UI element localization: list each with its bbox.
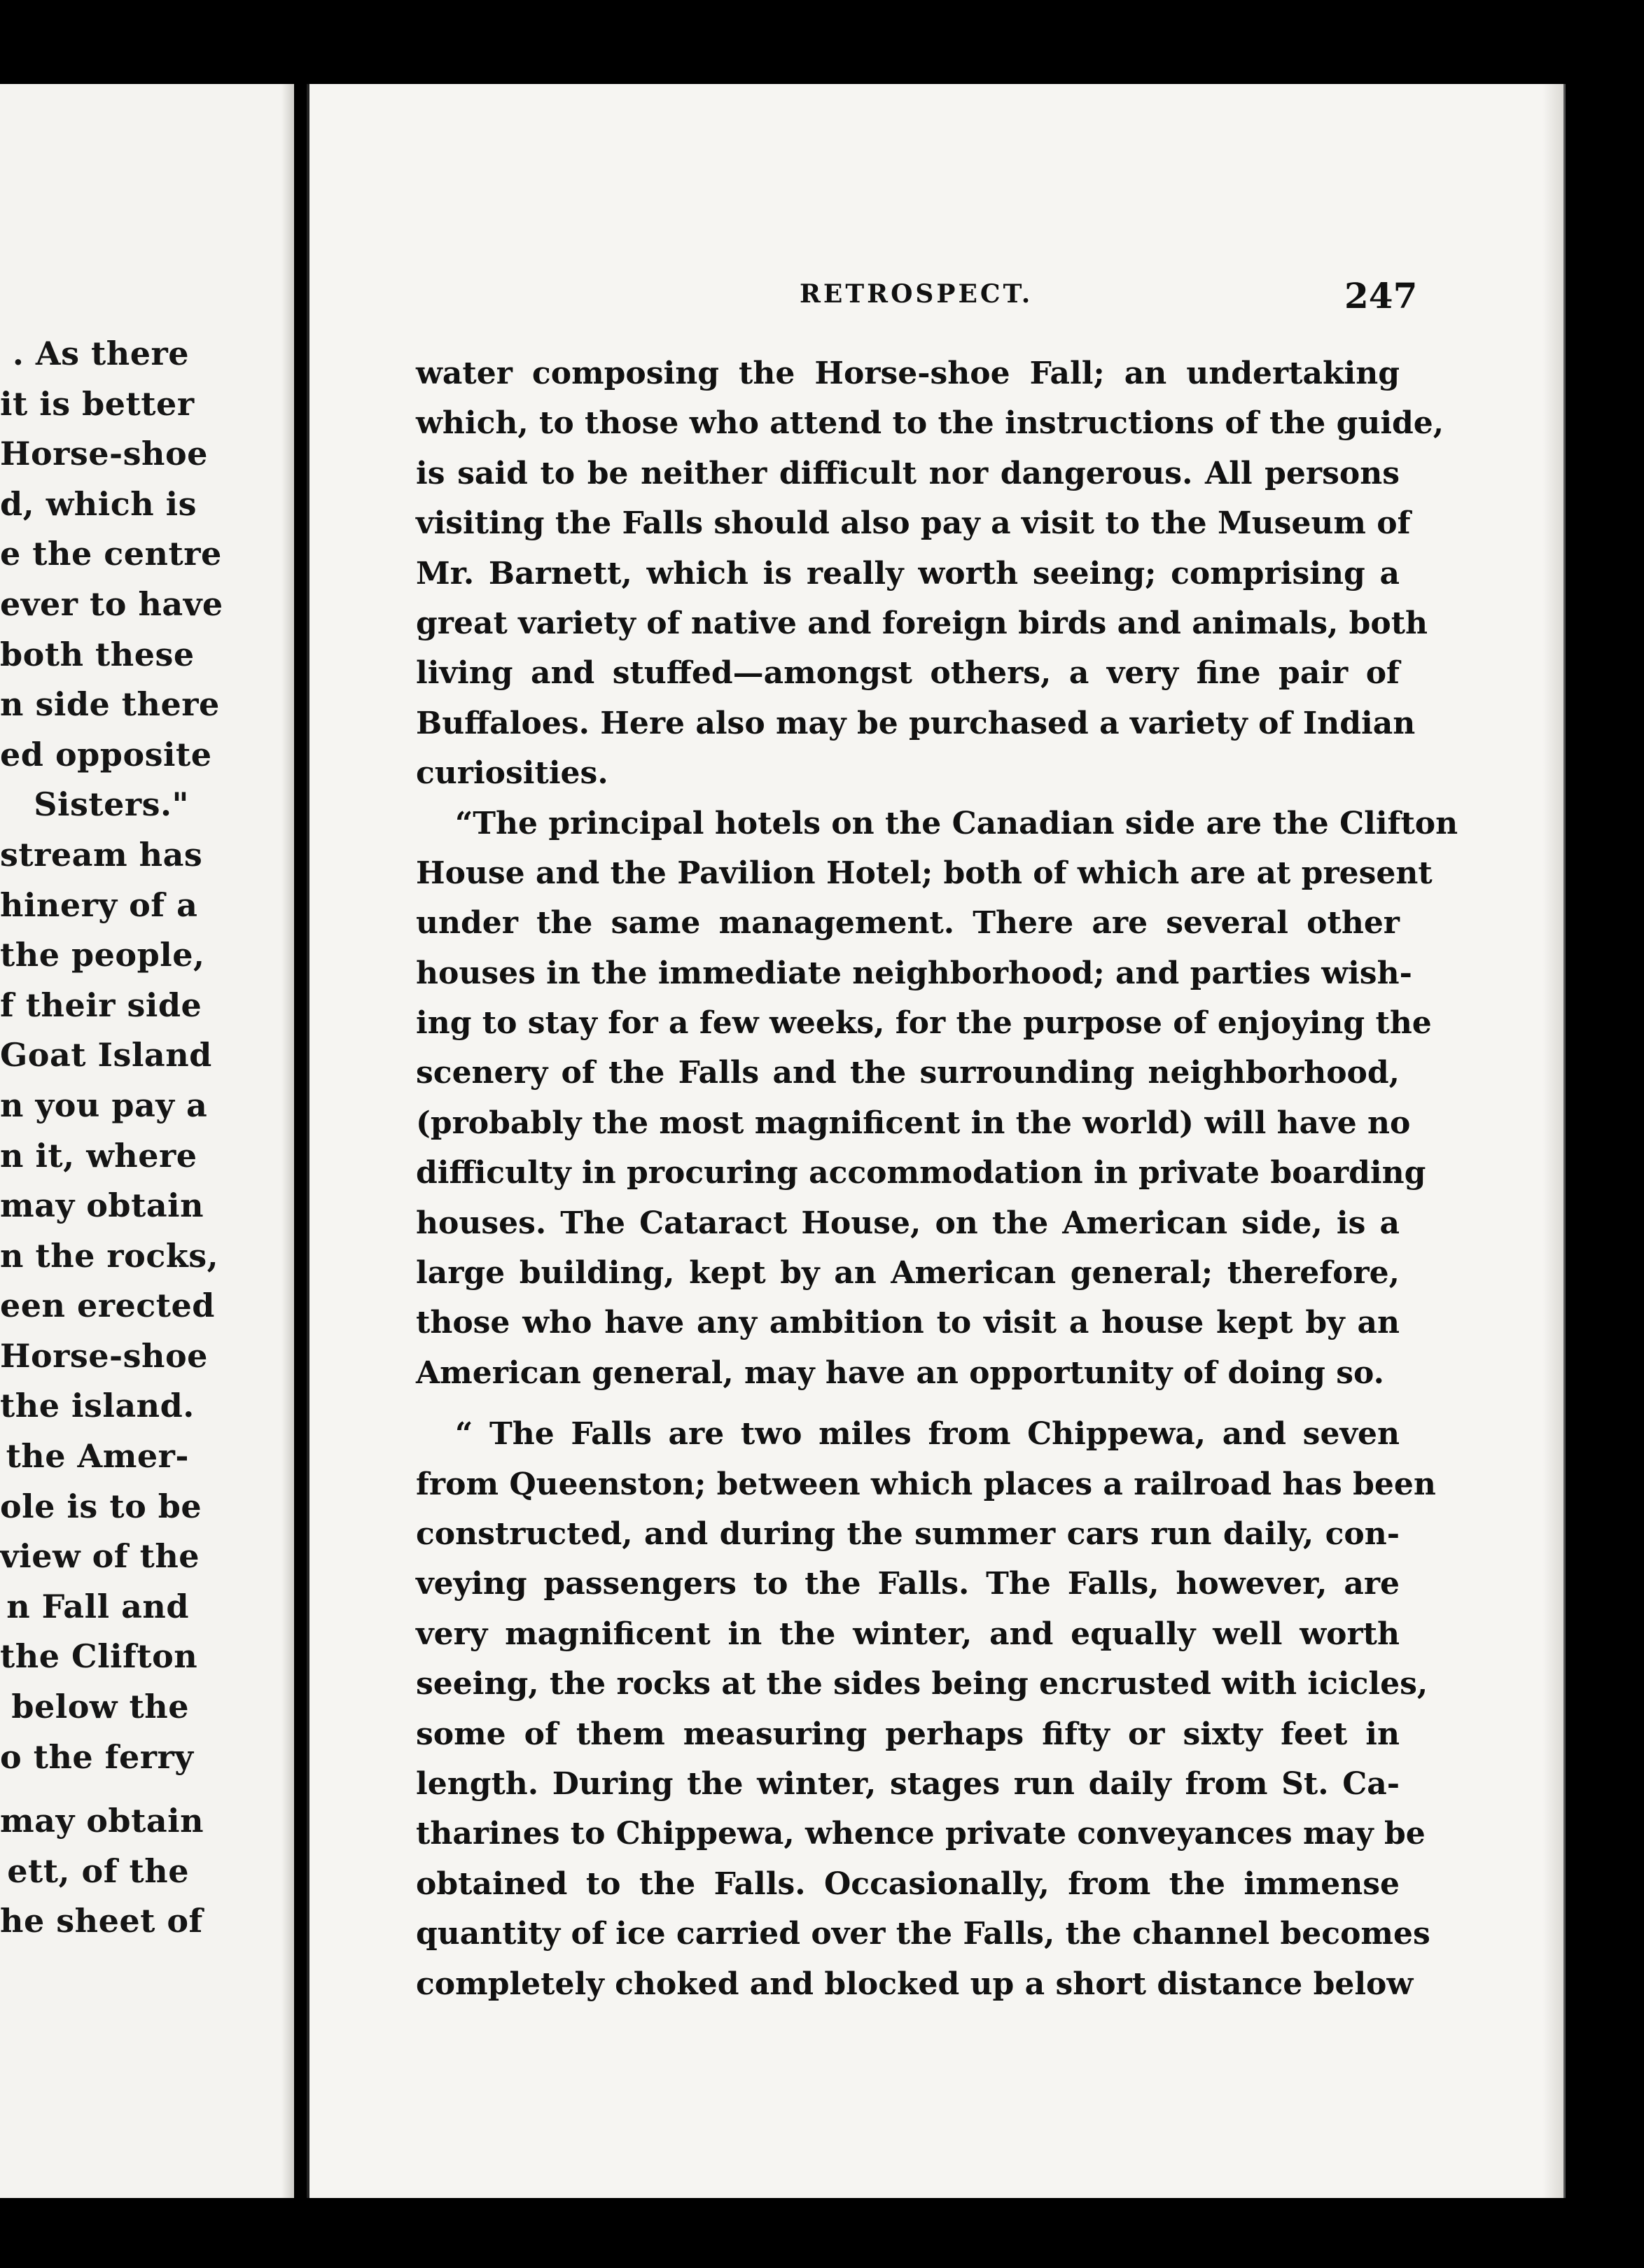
text-line: difficulty in procuring accommodation in private boarding (416, 1155, 1426, 1191)
running-head-title: RETROSPECT. (800, 279, 1033, 309)
left-line: ever to have (0, 584, 223, 623)
text-line: houses. The Cataract House, on the American side, is a (416, 1205, 1400, 1241)
left-blank-gap (0, 1782, 189, 1796)
text-line: obtained to the Falls. Occasionally, from the immense (416, 1865, 1400, 1902)
left-line: e the centre (0, 535, 222, 573)
left-page-fragment (0, 84, 294, 2198)
left-line: ed opposite (0, 735, 212, 774)
left-line: n side there (0, 685, 220, 724)
text-line: great variety of native and foreign birds and animals, both (416, 605, 1428, 641)
left-line: stream has (0, 835, 203, 874)
text-line: Buffaloes. Here also may be purchased a variety of Indian (416, 705, 1416, 741)
left-line: both these (0, 635, 195, 673)
left-line: Goat Island (0, 1036, 212, 1074)
left-line: een erected (0, 1287, 215, 1325)
left-line: n Fall and (6, 1587, 189, 1625)
text-line: some of them measuring perhaps fifty or sixty feet in (416, 1716, 1400, 1752)
left-line: Horse-shoe (0, 1336, 208, 1375)
text-line: houses in the immediate neighborhood; and parties wish- (416, 955, 1412, 991)
left-line: may obtain (0, 1186, 204, 1225)
text-line: from Queenston; between which places a railroad has been (416, 1466, 1436, 1502)
left-line: the people, (0, 936, 205, 974)
text-line: curiosities. (416, 755, 608, 792)
left-line: hinery of a (0, 886, 198, 924)
text-line: constructed, and during the summer cars run daily, con- (416, 1516, 1400, 1552)
page-edge-shadow (1542, 84, 1563, 2198)
left-line: view of the (0, 1537, 200, 1576)
left-line: d, which is (0, 484, 197, 523)
text-line: is said to be neither difficult nor dangerous. All persons (416, 455, 1400, 491)
left-line: n you pay a (0, 1086, 208, 1124)
left-line: he sheet of (0, 1902, 203, 1940)
left-line: the Amer- (6, 1437, 189, 1476)
left-line: n it, where (0, 1136, 197, 1175)
left-line: o the ferry (0, 1737, 194, 1776)
text-line: “ The Falls are two miles from Chippewa, and seven (455, 1416, 1400, 1452)
page-number: 247 (1344, 275, 1418, 316)
text-line: visiting the Falls should also pay a visit to the Museum of (416, 505, 1411, 542)
left-line: ole is to be (0, 1487, 202, 1525)
text-line: large building, kept by an American general; therefore, (416, 1255, 1400, 1292)
text-line: veying passengers to the Falls. The Falls, however, are (416, 1566, 1400, 1602)
text-line: completely choked and blocked up a short distance below (416, 1966, 1414, 2002)
left-line: it is better (0, 384, 195, 423)
left-line: the Clifton (0, 1637, 198, 1676)
running-head (309, 275, 1563, 317)
paragraph-gap (416, 1398, 1400, 1409)
left-page-text (0, 329, 223, 1947)
left-line: ett, of the (7, 1851, 189, 1890)
left-line: below the (11, 1688, 189, 1726)
text-line: House and the Pavilion Hotel; both of which are at present (416, 855, 1433, 891)
left-line: f their side (0, 986, 202, 1024)
body-text (416, 349, 1458, 2009)
text-line: length. During the winter, stages run daily from St. Ca- (416, 1765, 1400, 1802)
left-line: n the rocks, (0, 1236, 219, 1275)
left-line: Sisters." (34, 785, 189, 824)
text-line: American general, may have an opportunity of doing so. (416, 1354, 1384, 1391)
text-line: seeing, the rocks at the sides being encrusted with icicles, (416, 1666, 1428, 1702)
text-line: water composing the Horse-shoe Fall; an undertaking (416, 356, 1400, 391)
text-line: under the same management. There are several other (416, 905, 1400, 941)
text-line: which, to those who attend to the instructions of the guide, (416, 405, 1444, 442)
text-line: living and stuffed—amongst others, a very fine pair of (416, 655, 1400, 692)
text-line: ing to stay for a few weeks, for the purpose of enjoying the (416, 1005, 1432, 1042)
text-line: Mr. Barnett, which is really worth seeing; comprising a (416, 555, 1400, 592)
left-line: Horse-shoe (0, 435, 208, 473)
left-line: may obtain (0, 1802, 204, 1840)
right-page (307, 84, 1566, 2198)
left-line: the island. (0, 1387, 195, 1425)
text-line: “The principal hotels on the Canadian side are the Clifton (455, 805, 1458, 841)
text-line: those who have any ambition to visit a house kept by an (416, 1305, 1400, 1341)
left-line: . As there (12, 335, 189, 372)
text-line: (probably the most magnificent in the world) will have no (416, 1105, 1411, 1141)
text-line: very magnificent in the winter, and equally well worth (416, 1616, 1400, 1652)
text-line: scenery of the Falls and the surrounding neighborhood, (416, 1055, 1400, 1091)
gutter-shadow (281, 84, 294, 2198)
text-line: quantity of ice carried over the Falls, the channel becomes (416, 1916, 1430, 1952)
text-line: tharines to Chippewa, whence private conveyances may be (416, 1816, 1426, 1852)
